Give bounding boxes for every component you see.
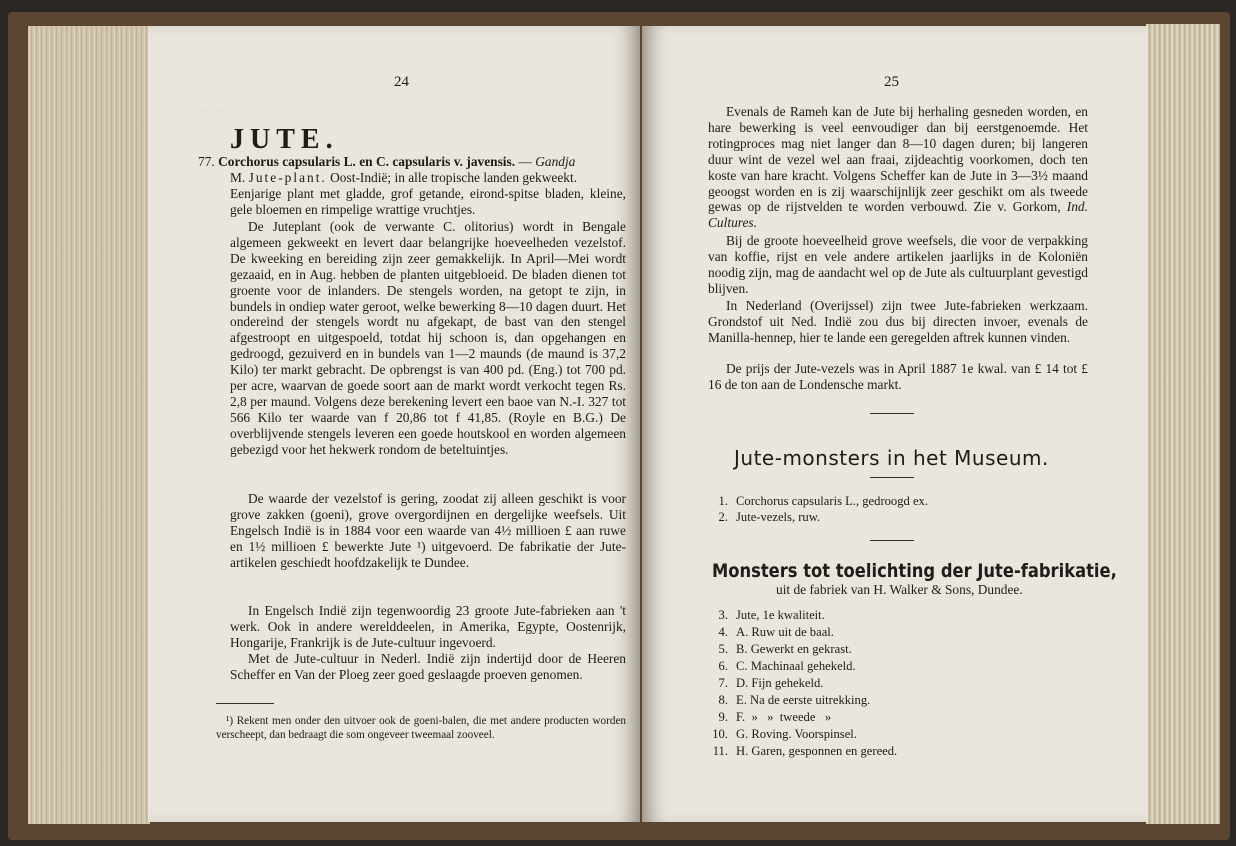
- list-item: 11. H. Garen, gesponnen en gereed.: [712, 744, 898, 758]
- entry-number: 77.: [198, 154, 215, 169]
- museum-heading: Jute-monsters in het Museum.: [734, 446, 1049, 470]
- right-paragraph-4: De prijs der Jute-vezels was in April 1887 1e kwal. van £ 14 tot £ 16 de ton aan de Londensche markt.: [708, 361, 1088, 392]
- paragraph-2: De waarde der vezelstof is gering, zoodat zij alleen geschikt is voor grove zakken (goeni), grove overgordijnen en dergelijke weefsels. Uit Engelsch Indië is in 1884 voor een waarde van 4½ millioen £ aan ruwe en 1½ millioen £ bewerkte Jute ¹) uitgevoerd. De fabrikatie der Jute-artikelen geschiedt hoofdzakelijk te Dundee.: [230, 491, 626, 570]
- left-page-number: 24: [394, 74, 409, 90]
- list-item: 9. F. » » tweede »: [718, 710, 832, 724]
- entry-description: Eenjarige plant met gladde, grof getande, eirond-spitse bladen, kleine, gele bloemen en rimpelige wrattige vruchtjes.: [230, 186, 626, 217]
- page-edges-left: [28, 26, 150, 824]
- entry-line2: M. Jute-plant. Oost-Indië; in alle tropische landen gekweekt.: [230, 170, 578, 185]
- list-item: 4. A. Ruw uit de baal.: [718, 625, 834, 639]
- monsters-subtitle: uit de fabriek van H. Walker & Sons, Dundee.: [776, 582, 1023, 597]
- page-edges-right: [1146, 24, 1220, 824]
- list-item: 10. G. Roving. Voorspinsel.: [712, 727, 857, 741]
- right-paragraph-3: In Nederland (Overijssel) zijn twee Jute-fabrieken werkzaam. Grondstof uit Ned. Indië zou dus bij directen invoer, evenals de Manilla-hennep, hier te lande een geregelden aftrek kunnen vinden.: [708, 298, 1088, 345]
- list-item: 8. E. Na de eerste uitrekking.: [718, 693, 871, 707]
- list-item: 2. Jute-vezels, ruw.: [718, 510, 821, 524]
- list-item: 6. C. Machinaal gehekeld.: [718, 659, 856, 673]
- right-page-number: 25: [884, 74, 899, 90]
- monsters-heading: Monsters tot toelichting der Jute-fabrikatie,: [712, 560, 1117, 582]
- right-paragraph-2: Bij de groote hoeveelheid grove weefsels, die voor de verpakking van koffie, rijst en vele andere artikelen jaarlijks in de Koloniën noodig zijn, mag de aandacht wel op de Jute als cultuurplant gevestigd blijven.: [708, 233, 1088, 296]
- right-paragraph-1: Evenals de Rameh kan de Jute bij herhaling gesneden worden, en hare bewerking is veel eenvoudiger dan bij eerstgenoemde. Het rotingproces mag niet langer dan 8—10 dagen duren; bij langeren duur wint de vezel wel aan fraai, zijdeachtig voorkomen, doch ten koste van hare kracht. Volgens Scheffer kan de Jute in 3—3½ maand geoogst worden en is zij waarschijnlijk zeer geschikt om als tweede gewas op de rijstvelden te worden verbouwd. Zie v. Gorkom, Ind. Cultures.: [708, 104, 1088, 231]
- page-title: JUTE.: [230, 124, 339, 155]
- paragraph-4: Met de Jute-cultuur in Nederl. Indië zijn indertijd door de Heeren Scheffer en Van der Ploeg zeer goed geslaagde proeven genomen.: [230, 651, 626, 682]
- paragraph-3: In Engelsch Indië zijn tegenwoordig 23 groote Jute-fabrieken aan 't werk. Ook in andere werelddeelen, in Amerika, Egypte, Oostenrijk, Hongarije, Frankrijk is de Jute-cultuur ingevoerd.: [230, 603, 626, 650]
- list-item: 1. Corchorus capsularis L., gedroogd ex.: [718, 494, 929, 508]
- footnote-divider: [216, 703, 274, 704]
- section-divider: [870, 540, 914, 541]
- entry-77: 77. Corchorus capsularis L. en C. capsularis v. javensis. — Gandja: [198, 154, 576, 169]
- list-item: 5. B. Gewerkt en gekrast.: [718, 642, 852, 656]
- footnote: ¹) Rekent men onder den uitvoer ook de goeni-balen, die met andere producten worden verscheept, dan bedraagt die som ongeveer tweemaal zooveel.: [216, 715, 626, 741]
- section-divider: [870, 477, 914, 478]
- section-divider: [870, 413, 914, 414]
- list-item: 3. Jute, 1e kwaliteit.: [718, 608, 825, 622]
- paragraph-1: De Juteplant (ook de verwante C. olitorius) wordt in Bengale algemeen gekweekt en levert daar belangrijke hoeveelheden vezelstof. De kweeking en bereiding zijn zeer gemakkelijk. In April—Mei wordt gezaaid, en in Aug. hebben de planten uitgebloeid. De bladen dienen tot groente voor de inlanders. De stengels worden, na getopt te zijn, in bundels in ondiep water geroot, welke bewerking 8—10 dagen duurt. Het ondereind der stengels wordt nu afgekapt, de bast van den stengel afgestroopt en uitgespoeld, totdat hij schoon is, dan opgehangen en gedroogd, gezuiverd en in bundels van 1—2 maunds (de maund is 37,2 Kilo) ter markt gebracht. De opbrengst is van 400 pd. (Eng.) tot 700 pd. per acre, waarvan de goede soort aan de markt wordt verkocht tegen Rs. 2,8 per maund. Volgens deze berekening levert een baoe van N.-I. 327 tot 566 Kilo ter waarde van f 20,86 tot f 41,85. (Royle en B.G.) De overblijvende stengels leveren een goede houtskool en worden algemeen gebezigd voor het hekwerk rondom de beteltuintjes.: [230, 219, 626, 457]
- list-item: 7. D. Fijn gehekeld.: [718, 676, 824, 690]
- entry-head: Corchorus capsularis L. en C. capsularis v. javensis.: [218, 154, 516, 169]
- entry-local-name: Gandja: [535, 154, 576, 169]
